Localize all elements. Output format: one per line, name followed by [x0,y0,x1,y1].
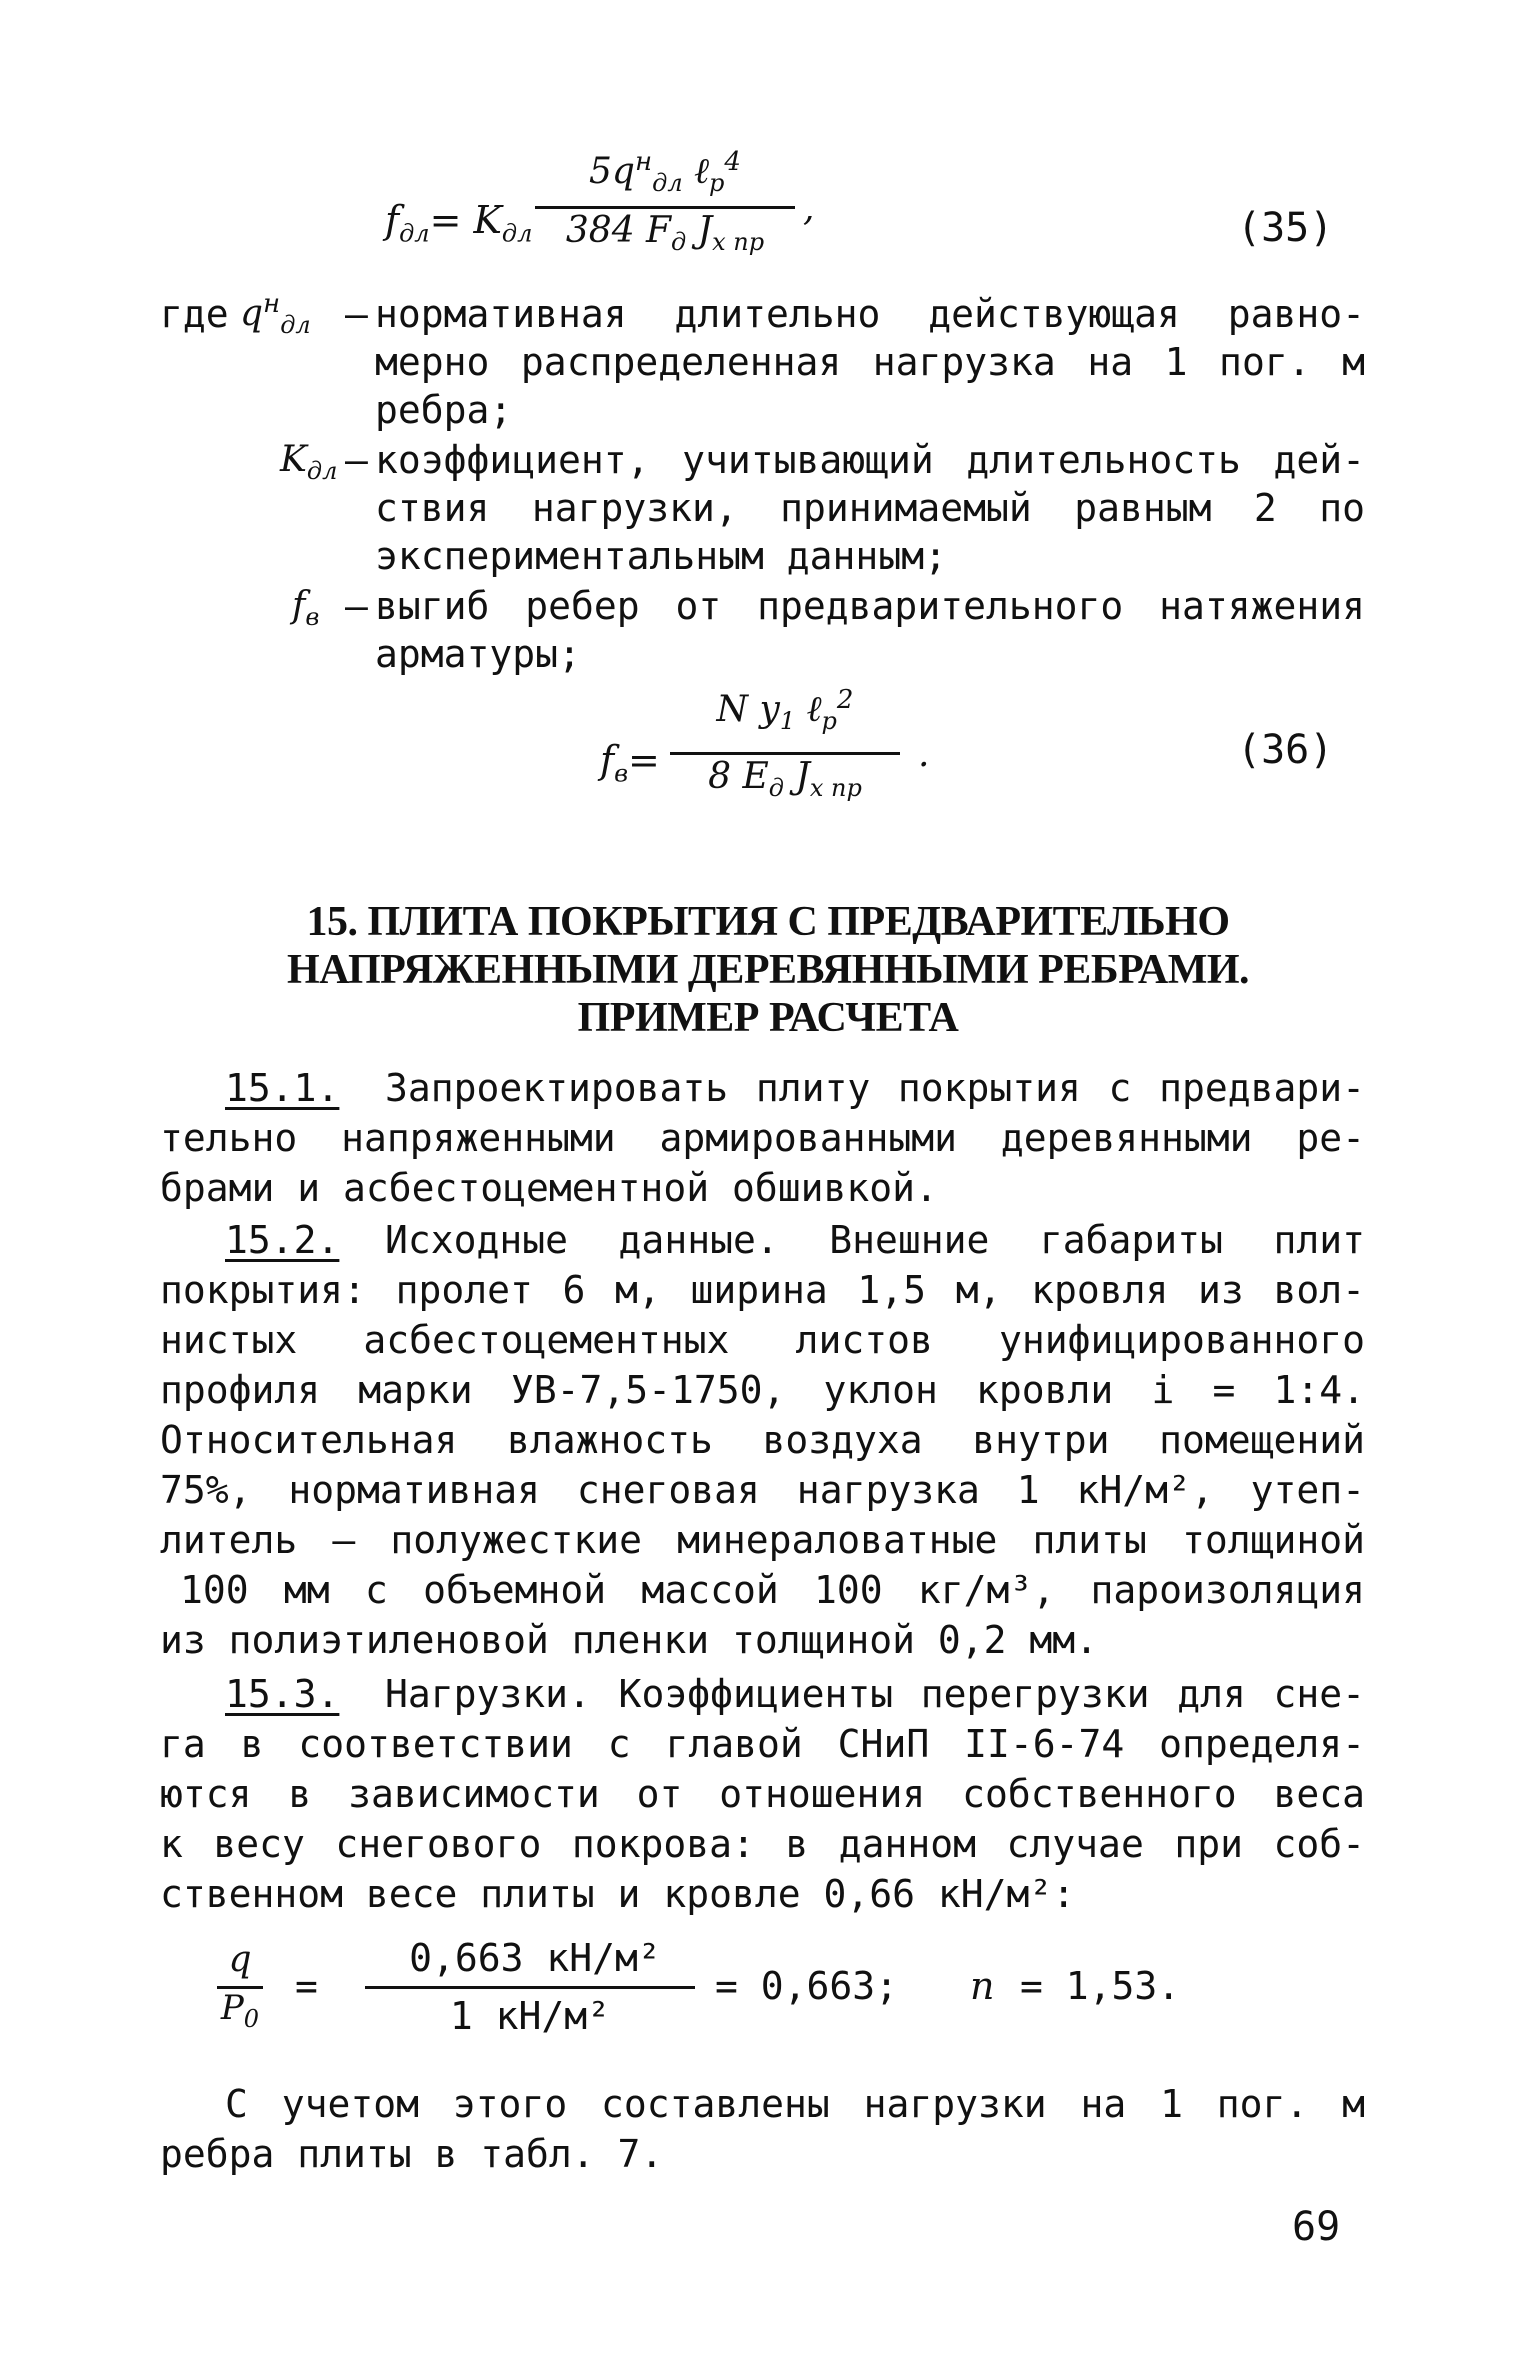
p2-line-5: Относительная влажность воздуха внутри помещений [160,1418,1365,1462]
symbol-f-v: $f_в$ [292,585,320,632]
def-q-line-2: мерно распределенная нагрузка на 1 пог. м [375,340,1365,384]
p3-line-1: Нагрузки. Коэффициенты перегрузки для сне- [385,1672,1365,1716]
p2-line-4: профиля марки УВ-7,5-1750, уклон кровли i = 1:4. [160,1368,1365,1412]
section-heading-line-2: НАПРЯЖЕННЫМИ ДЕРЕВЯННЫМИ РЕБРАМИ. [286,947,1250,993]
p3-line-5: ственном весе плиты и кровле 0,66 кН/м²: [160,1872,1076,1916]
formula-36: $f_в=$ N $y_1$ ℓ$_р^2$ 8 $E_д$ $J_{х пр}$ . [600,685,930,803]
def-q-line-3: ребра; [375,388,513,432]
where-label: где [160,292,229,336]
equation-number-36: (36) [1237,727,1334,773]
ratio-q: q [228,1939,252,1980]
p1-line-2: тельно напряженными армированными деревянными ре- [160,1116,1365,1160]
def-k-line-3: экспериментальным данным; [375,534,947,578]
para-number-15-2: 15.2. [225,1218,340,1262]
formula-36-denominator: 8 $E_д$ $J_{х пр}$ [708,756,862,803]
p4-line-1: С учетом этого составлены нагрузки на 1 пог. м [225,2082,1365,2126]
p2-line-2: покрытия: пролет 6 м, ширина 1,5 м, кровля из вол- [160,1268,1365,1312]
def-k-line-2: ствия нагрузки, принимаемый равным 2 по [375,486,1365,530]
def-k-line-1: коэффициент, учитывающий длительность дей- [375,438,1365,482]
section-heading-line-3: ПРИМЕР РАСЧЕТА [577,995,959,1041]
formula-35-denominator: 384 $F_д$ $J_{х пр}$ [565,210,765,257]
symbol-k-dl: $K_{дл}$ [280,439,338,486]
def-q-line-1: нормативная длительно действующая равно- [375,292,1365,336]
ratio-denominator: 1 кН/м² [449,1994,611,2038]
formula-35-numerator: $5q^н_{дл}$ ℓ$_р^4$ [589,147,741,198]
p3-line-4: к весу снегового покрова: в данном случае при соб- [160,1822,1365,1866]
page-number: 69 [1292,2204,1341,2250]
ratio-fraction-bar [365,1986,695,1989]
symbol-q-dl: $q^н_{дл}$ [240,289,311,340]
p1-line-3: брами и асбестоцементной обшивкой. [160,1166,938,1210]
p2-line-8: 100 мм с объемной массой 100 кг/м³, пароизоляция [180,1568,1365,1612]
formula-35: $f_{дл}= K_{дл}$ $5q^н_{дл}$ ℓ$_р^4$ 384 $F_д$ $J_{х пр}$ , [385,147,815,257]
section-heading-line-1: 15. ПЛИТА ПОКРЫТИЯ С ПРЕДВАРИТЕЛЬНО [306,899,1230,945]
p2-line-9: из полиэтиленовой пленки толщиной 0,2 мм. [160,1618,1098,1662]
p3-line-2: га в соответствии с главой СНиП II-6-74 определя- [160,1722,1365,1766]
def-f-line-1: выгиб ребер от предварительного натяжения [375,584,1365,628]
def-f-line-2: арматуры; [375,632,581,676]
document-page: $f_{дл}= K_{дл}$ $5q^н_{дл}$ ℓ$_р^4$ 384 $F_д$ $J_{х пр}$ , (35) где $q^н_{дл}$ – нормативная длительно действующая равно- мерно распределенная нагрузка на 1 пог. м ребра; $K_{дл}$ – коэффициент, учитывающий длительность дей- ствия нагрузки, принимаемый равным 2 по экспериментальным данным; $f_в$ – выгиб ребер от предварительного натяжения арматуры; $f_в=$ N $y_1$ ℓ$_р^2$ 8 $E_д$ $J_{х пр}$ . (36) 15. ПЛИТА ПОКРЫТИЯ С ПРЕДВАРИТЕЛЬНО НАПРЯЖЕННЫМИ ДЕРЕВЯННЫМИ РЕБРАМИ. ПРИМЕР РАСЧЕТА 15.1. Запроектировать плиту покрытия с предвари- тельно напряженными армированными деревянными ре- брами и асбестоцементной обшивкой. 15.2. Исходные данные. Внешние габариты плит покрытия: пролет 6 м, ширина 1,5 м, кровля из вол- нистых асбестоцементных листов унифицированного профиля марки УВ-7,5-1750, уклон кровли i = 1:4. Относительная влажность воздуха внутри помещений 75%, нормативная снеговая нагрузка 1 кН/м², утеп- литель – полужесткие минераловатные плиты толщиной 100 мм с объемной массой 100 кг/м³, пароизоляция из полиэтиленовой пленки толщиной 0,2 мм. 15.3. Нагрузки. Коэффициенты перегрузки для сне- га в соответствии с главой СНиП II-6-74 определя- ются в зависимости от отношения собственного веса к весу снегового покрова: в данном случае при соб- ственном весе плиты и кровле 0,66 кН/м²: q $P_0$ = 0,663 кН/м² 1 кН/м² = 0,663; n = 1,53. С учетом этого составлены нагрузки на 1 пог. м ребра плиты в табл. 7. 69 [0,0,1536,2362]
para-number-15-1: 15.1. [225,1066,340,1110]
formula-35-fraction-bar [535,206,795,209]
p2-line-1: Исходные данные. Внешние габариты плит [385,1218,1365,1262]
p2-line-3: нистых асбестоцементных листов унифицированного [160,1318,1365,1362]
p2-line-7: литель – полужесткие минераловатные плиты толщиной [160,1518,1365,1562]
ratio-result: = 0,663; [715,1964,899,2008]
ratio-numerator: 0,663 кН/м² [409,1936,661,1980]
p3-line-3: ются в зависимости от отношения собственного веса [160,1772,1365,1816]
p4-line-2: ребра плиты в табл. 7. [160,2132,664,2176]
p2-line-6: 75%, нормативная снеговая нагрузка 1 кН/м², утеп- [160,1468,1365,1512]
formula-36-numerator: N $y_1$ ℓ$_р^2$ [716,685,854,736]
ratio-formula: q $P_0$ = 0,663 кН/м² 1 кН/м² = 0,663; n = 1,53. [215,1930,1215,2050]
overload-factor-value: = 1,53. [1020,1964,1181,2008]
equation-number-35: (35) [1237,205,1334,251]
p1-line-1: Запроектировать плиту покрытия с предвари- [385,1066,1365,1110]
overload-factor-n: n [970,1964,995,2008]
ratio-p0: $P_0$ [220,1988,260,2033]
formula-36-fraction-bar [670,752,900,755]
para-number-15-3: 15.3. [225,1672,340,1716]
